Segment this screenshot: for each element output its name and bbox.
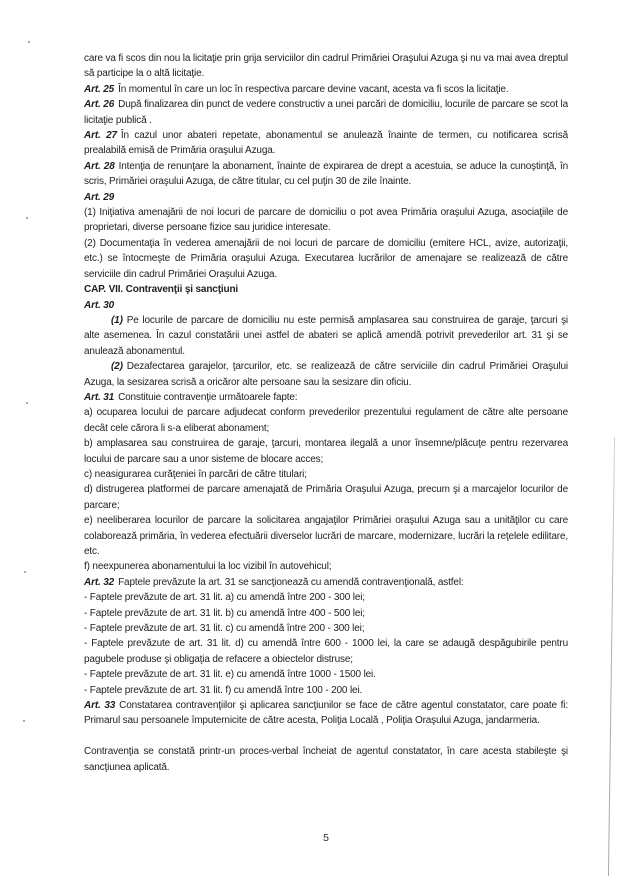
paragraph	[84, 698, 568, 729]
paragraph	[84, 744, 568, 775]
paragraph-text: - Faptele prevăzute de art. 31 lit. a) cu amendă între 200 - 300 lei;	[84, 592, 365, 604]
article-label: (2)	[111, 361, 123, 373]
paragraph-text: Intenţia de renunţare la abonament, înainte de expirarea de drept a acestuia, se aduce la cunoştinţă, în scris, Primăriei oraşului Azuga, de către titular, cu cel puţin 30 de zile înainte.	[84, 160, 568, 188]
article-label: CAP. VII. Contravenţii şi sancţiuni	[84, 284, 239, 296]
paragraph-text: - Faptele prevăzute de art. 31 lit. b) cu amendă între 400 - 500 lei;	[84, 607, 365, 619]
page-number: 5	[323, 832, 329, 844]
paragraph	[84, 467, 568, 482]
paragraph	[84, 621, 568, 636]
paragraph	[84, 482, 568, 513]
paragraph-text: Dezafectarea garajelor, ţarcurilor, etc. se realizează de către serviciile din cadrul Primăriei Oraşului Azuga, la sesizarea scrisă a oricăror alte persoane sau la sesizare din oficiu.	[84, 361, 568, 388]
document-body	[84, 51, 568, 775]
paragraph-text: - Faptele prevăzute de art. 31 lit. e) cu amendă între 1000 - 1500 lei.	[84, 669, 376, 681]
paragraph	[84, 51, 568, 82]
article-label: (1)	[111, 314, 123, 326]
article-label: Art. 28	[84, 160, 115, 172]
paragraph-text: care va fi scos din nou la licitaţie prin grija serviciilor din cadrul Primăriei Oraşului Azuga şi nu va mai avea dreptul să participe la o altă licitaţie.	[84, 53, 568, 80]
paragraph-text: Faptele prevăzute la art. 31 se sancţionează cu amendă contravenţională, astfel:	[118, 576, 464, 588]
paragraph	[84, 282, 568, 297]
paragraph-text: Constatarea contravenţiilor şi aplicarea sancţiunilor se face de către agentul constatator, care poate fi: Primarul sau persoanele împuternicite de către acesta, Poliţia Locală , Poliţia Oraşului Azuga, jandarmeria.	[84, 700, 568, 727]
paragraph	[84, 390, 568, 405]
article-label: Art. 25	[84, 83, 115, 95]
paragraph-text: e) neeliberarea locurilor de parcare la solicitarea angajaţilor Primăriei oraşului Azuga sau a unităţilor cu care colaborează primăria, în vederea efectuării diverselor lucrări de marcare, modernizare, lucrări la reţelele edilitare, etc.	[84, 515, 568, 557]
paragraph	[84, 636, 568, 667]
scan-speck	[24, 571, 26, 573]
paragraph	[84, 128, 568, 159]
paragraph-text: f) neexpunerea abonamentului la loc vizibil în autovehicul;	[84, 561, 332, 573]
paragraph-text: c) neasigurarea curăţeniei în parcări de către titulari;	[84, 468, 307, 480]
paragraph	[84, 436, 568, 467]
paragraph	[84, 298, 568, 313]
paragraph-text: Contravenţia se constată printr-un proces-verbal încheiat de agentul constatator, în care acesta stabileşte şi sancţiunea aplicată.	[84, 746, 568, 773]
paragraph	[84, 559, 568, 574]
paragraph	[84, 359, 568, 390]
paragraph	[84, 606, 568, 621]
paragraph-text: În momentul în care un loc în respectiva parcare devine vacant, acesta va fi scos la licitaţie.	[118, 83, 509, 95]
blank-line	[84, 729, 568, 744]
article-label: Art. 26	[84, 99, 115, 111]
paragraph-text: Pe locurile de parcare de domiciliu nu este permisă amplasarea sau construirea de garaje, ţarcuri şi alte asemenea. În cazul constatării unei astfel de abateri se aplică amendă potrivit prevederilor art. 31 şi se anulează abonamentul.	[84, 314, 568, 357]
paragraph	[84, 575, 568, 590]
paragraph	[84, 190, 568, 205]
paragraph-text: a) ocuparea locului de parcare adjudecat conform prevederilor prezentului regulament de către alte persoane decât cele cărora li s-a eliberat abonament;	[84, 407, 568, 434]
paragraph-text: După finalizarea din punct de vedere constructiv a unei parcări de domiciliu, locurile de parcare se scot la licitaţie publică .	[84, 99, 568, 126]
paragraph	[84, 513, 568, 559]
paragraph	[84, 405, 568, 436]
paragraph	[84, 159, 568, 190]
scan-speck	[28, 41, 30, 43]
article-label: Art. 32	[84, 576, 115, 588]
article-label: Art. 29	[84, 191, 115, 203]
paragraph	[84, 313, 568, 359]
paragraph-text: - Faptele prevăzute de art. 31 lit. f) cu amendă între 100 - 200 lei.	[84, 684, 363, 696]
paragraph	[84, 683, 568, 698]
paragraph	[84, 97, 568, 128]
paragraph	[84, 205, 568, 236]
paragraph-text: (1) Iniţiativa amenajării de noi locuri de parcare de domiciliu o pot avea Primăria oraşului Azuga, asociaţiile de proprietari, diverse persoane fizice sau juridice interesate.	[84, 207, 568, 234]
paragraph-text: - Faptele prevăzute de art. 31 lit. c) cu amendă între 200 - 300 lei;	[84, 623, 365, 635]
paragraph-text: - Faptele prevăzute de art. 31 lit. d) cu amendă între 600 - 1000 lei, la care se adaugă despăgubirile pentru pagubele produse şi obligaţia de refacere a obiectelor distruse;	[84, 638, 568, 665]
scan-artifact-line	[608, 437, 615, 876]
paragraph-text: (2) Documentaţia în vederea amenajării de noi locuri de parcare de domiciliu (emitere HCL, avize, autorizaţii, etc.) se întocmeşte de Primăria oraşului Azuga. Executarea lucrărilor de amenajare se realizează de către serviciile din cadrul Primăriei Oraşului Azuga.	[84, 237, 568, 280]
article-label: Art. 31	[84, 391, 115, 403]
article-label: Art. 33	[84, 700, 116, 712]
paragraph	[84, 82, 568, 97]
scan-speck	[26, 402, 28, 404]
paragraph-text: b) amplasarea sau construirea de garaje, ţarcuri, montarea ilegală a unor însemne/plăcuţe pentru rezervarea locului de parcare sau a unor sisteme de blocare acces;	[84, 438, 568, 465]
paragraph-text: Constituie contravenţie următoarele fapte:	[118, 391, 298, 403]
paragraph	[84, 667, 568, 682]
paragraph	[84, 236, 568, 282]
article-label: Art. 30	[84, 299, 115, 311]
paragraph	[84, 590, 568, 605]
paragraph-text: În cazul unor abateri repetate, abonamentul se anulează înainte de termen, cu notificarea scrisă prealabilă emisă de Primăria oraşului Azuga.	[84, 130, 568, 157]
paragraph-text: d) distrugerea platformei de parcare amenajată de Primăria Oraşului Azuga, precum şi a marcajelor locurilor de parcare;	[84, 484, 568, 511]
scan-speck	[26, 217, 28, 219]
article-label: Art. 27	[84, 130, 117, 142]
scan-speck	[23, 720, 25, 722]
